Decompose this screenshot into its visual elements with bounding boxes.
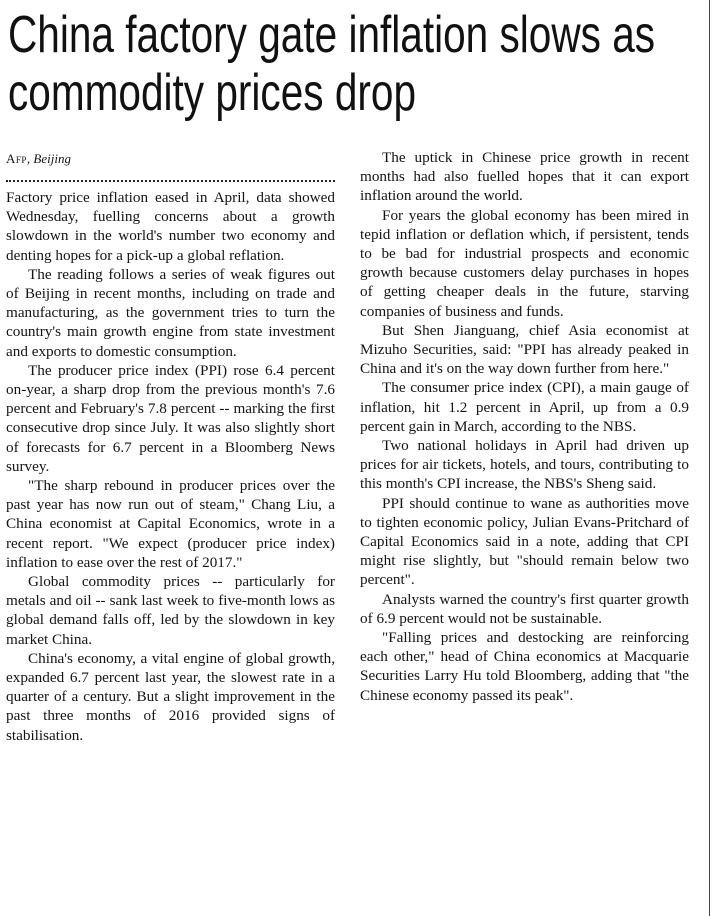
article-column-left: [6, 148, 335, 745]
paragraph: Analysts warned the country's first quarter growth of 6.9 percent would not be sustainable.: [360, 590, 689, 627]
column-rule: [709, 0, 710, 916]
paragraph: The uptick in Chinese price growth in recent months had also fuelled hopes that it can export inflation around the world.: [360, 149, 689, 205]
paragraph: For years the global economy has been mired in tepid inflation or deflation which, if persistent, tends to be bad for industrial prospects and economic growth because customers delay purchases in hopes of getting cheaper deals in the future, starving companies of business and funds.: [360, 206, 689, 320]
paragraph: "Falling prices and destocking are reinforcing each other," head of China economics at Macquarie Securities Larry Hu told Bloomberg, adding that "the Chinese economy passed its peak".: [360, 629, 689, 704]
paragraph: The consumer price index (CPI), a main gauge of inflation, hit 1.2 percent in April, up from a 0.9 percent gain in March, according to the NBS.: [360, 379, 689, 435]
byline-agency: Afp: [6, 151, 27, 166]
paragraph: PPI should continue to wane as authorities move to tighten economic policy, Julian Evans-Pritchard of Capital Economics said in a note, adding that CPI might rise slightly, but "should remain below two percent".: [360, 494, 689, 589]
headline: China factory gate inflation slows as commodity prices drop: [8, 6, 656, 122]
paragraph: But Shen Jianguang, chief Asia economist at Mizuho Securities, said: "PPI has already peaked in China and it's on the way down further from here.": [360, 321, 689, 378]
paragraph: Two national holidays in April had driven up prices for air tickets, hotels, and tours, contributing to this month's CPI increase, the NBS's Sheng said.: [360, 437, 689, 493]
paragraph: The producer price index (PPI) rose 6.4 percent on-year, a sharp drop from the previous month's 7.6 percent and February's 7.8 percent -- marking the first consecutive drop since July. It was also slightly short of forecasts for 6.7 percent in a Bloomberg News survey.: [6, 361, 335, 475]
dotted-divider: [6, 172, 335, 182]
paragraph: Global commodity prices -- particularly for metals and oil -- sank last week to five-month lows as global demand falls off, led by the slowdown in key market China.: [6, 573, 335, 648]
paragraph: China's economy, a vital engine of global growth, expanded 6.7 percent last year, the slowest rate in a quarter of a century. But a slight improvement in the past three months of 2016 provided signs of stabilisation.: [6, 649, 335, 744]
article-column-right: [360, 148, 689, 705]
byline-place: Beijing: [33, 151, 71, 166]
paragraph: The reading follows a series of weak figures out of Beijing in recent months, including on trade and manufacturing, as the government tries to turn the country's main growth engine from state investment and exports to domestic consumption.: [6, 265, 335, 360]
paragraph: "The sharp rebound in producer prices over the past year has now run out of steam," Chang Liu, a China economist at Capital Economics, wrote in a recent report. "We expect (producer price index) inflation to ease over the rest of 2017.": [6, 477, 335, 571]
byline-separator: ,: [26, 151, 34, 166]
byline: [6, 148, 335, 172]
paragraph: Factory price inflation eased in April, data showed Wednesday, fuelling concerns about a growth slowdown in the world's number two economy and denting hopes for a pick-up a global reflation.: [6, 189, 335, 264]
